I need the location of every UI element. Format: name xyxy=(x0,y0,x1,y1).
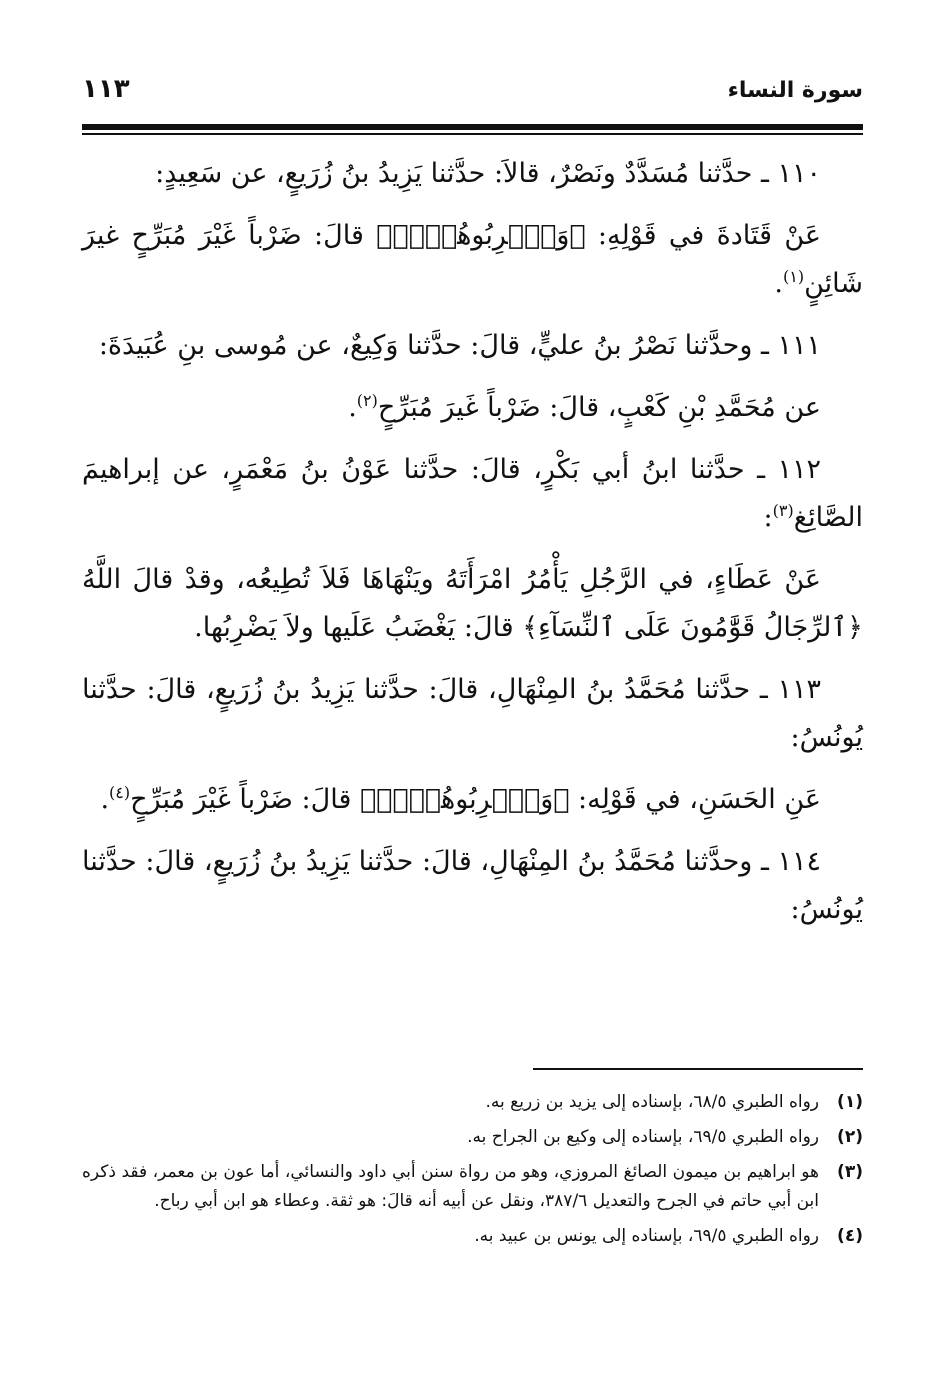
footnote-mark: (٤) xyxy=(837,1226,863,1246)
page-header xyxy=(82,72,863,116)
main-text xyxy=(82,150,863,948)
footnote-ref-3[interactable]: (٣) xyxy=(772,501,794,520)
footnote-1 xyxy=(82,1088,863,1117)
footnote-ref-4[interactable]: (٤) xyxy=(109,783,131,802)
footnote-mark: (٣) xyxy=(837,1162,863,1182)
footnote-3 xyxy=(82,1158,863,1216)
running-title: سورة النساء xyxy=(727,78,863,103)
hadith-111-isnad: ١١١ ـ وحدَّثنا نَصْرُ بنُ عليٍّ، قالَ: حدَّثنا وَكِيعٌ، عن مُوسى بنِ عُبَيدَةَ: xyxy=(98,330,821,361)
footnote-ref-1[interactable]: (١) xyxy=(782,267,805,286)
hadith-110-matn: عَنْ قَتَادةَ في قَوْلِهِ: ﴿وَٱضۡرِبُوهُنَّۖ﴾ قالَ: ضَرْباً غَيْرَ مُبَرِّحٍ غيرَ شَائِنٍ$^{(١)}$. xyxy=(82,220,863,299)
footnotes xyxy=(82,1088,863,1257)
footnote-2 xyxy=(82,1123,863,1152)
hadith-113-matn: عَنِ الحَسَنِ، في قَوْلِه: ﴿وَٱضۡرِبُوهُنَّۖ﴾ قالَ: ضَرْباً غَيْرَ مُبَرِّحٍ$^{(٤)}$. xyxy=(100,783,821,815)
hadith-110-isnad: ١١٠ ـ حدَّثنا مُسَدَّدٌ ونَصْرٌ، قالاَ: حدَّثنا يَزِيدُ بنُ زُرَيعٍ، عن سَعِيدٍ: xyxy=(155,158,821,189)
hadith-112-isnad: ١١٢ ـ حدَّثنا ابنُ أبي بَكْرٍ، قالَ: حدَّثنا عَوْنُ بنُ مَعْمَرٍ، عن إبراهيمَ الصَّائِغ$^{(٣)}$: xyxy=(82,454,863,533)
footnote-ref-2[interactable]: (٢) xyxy=(356,391,378,410)
hadith-112-matn: عَنْ عَطَاءٍ، في الرَّجُلِ يَأْمُرُ امْرَأَتَهُ ويَنْهَاهَا فَلاَ تُطِيعُه، وقدْ قالَ اللَّهُ ﴿ٱلرِّجَالُ قَوَّٰمُونَ عَلَى ٱلنِّسَآءِ﴾ قالَ: يَغْضَبُ عَلَيها ولاَ يَضْرِبُها. xyxy=(82,564,863,643)
footnote-text: رواه الطبري ٦٩/٥، بإسناده إلى وكيع بن الجراح به. xyxy=(467,1127,819,1147)
footnote-text: رواه الطبري ٦٨/٥، بإسناده إلى يزيد بن زريع به. xyxy=(485,1092,819,1112)
footnote-text: رواه الطبري ٦٩/٥، بإسناده إلى يونس بن عبيد به. xyxy=(474,1226,819,1246)
footnote-4 xyxy=(82,1222,863,1251)
footnote-separator xyxy=(533,1068,863,1070)
page-number: ١١٣ xyxy=(82,74,130,104)
header-rule-thick xyxy=(82,124,863,130)
header-rule-thin xyxy=(82,133,863,135)
footnote-text: هو ابراهيم بن ميمون الصائغ المروزي، وهو من رواة سنن أبي داود والنسائي، أما عون بن معمر، فقد ذكره ابن أبي حاتم في الجرح والتعديل ٣٨٧/٦، ونقل عن أبيه أنه قالَ: هو ثقة. وعطاء هو ابن أبي رباح. xyxy=(82,1162,819,1211)
footnote-mark: (١) xyxy=(837,1092,863,1112)
hadith-113-isnad: ١١٣ ـ حدَّثنا مُحَمَّدُ بنُ المِنْهَالِ، قالَ: حدَّثنا يَزِيدُ بنُ زُرَيعٍ، قالَ: حدَّثنا يُونُسُ: xyxy=(82,674,863,753)
hadith-111-matn: عن مُحَمَّدِ بْنِ كَعْبٍ، قالَ: ضَرْباً غَيرَ مُبَرِّحٍ$^{(٢)}$. xyxy=(348,391,821,423)
footnote-mark: (٢) xyxy=(837,1127,863,1147)
hadith-114-isnad: ١١٤ ـ وحدَّثنا مُحَمَّدُ بنُ المِنْهَالِ، قالَ: حدَّثنا يَزِيدُ بنُ زُرَيعٍ، قالَ: حدَّثنا يُونُسُ: xyxy=(82,846,863,925)
